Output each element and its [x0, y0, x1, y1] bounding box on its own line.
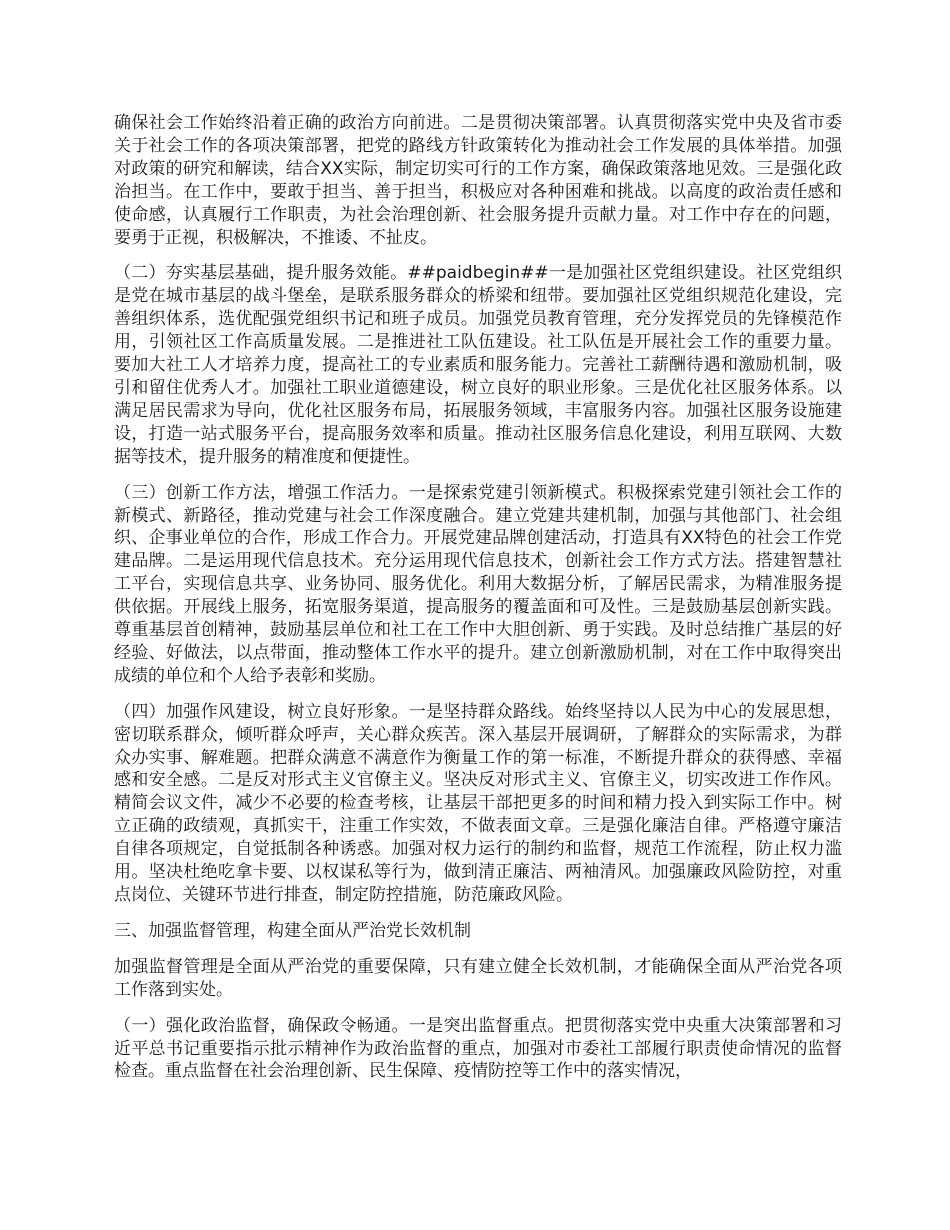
paragraph-innovate-methods: （三）创新工作方法，增强工作活力。一是探索党建引领新模式。积极探索党建引领社会工作的新模式、新路径，推动党建与社会工作深度融合。建立党建共建机制，加强与其他部门、社会组织、企事业单位的合作，形成工作合力。开展党建品牌创建活动，打造具有XX特色的社会工作党建品牌。二是运用现代信息技术。充分运用现代信息技术，创新社会工作方式方法。搭建智慧社工平台，实现信息共享、业务协同、服务优化。利用大数据分析，了解居民需求，为精准服务提供依据。开展线上服务，拓宽服务渠道，提高服务的覆盖面和可及性。三是鼓励基层创新实践。尊重基层首创精神，鼓励基层单位和社工在工作中大胆创新、勇于实践。及时总结推广基层的好经验、好做法，以点带面，推动整体工作水平的提升。建立创新激励机制，对在工作中取得突出成绩的单位和个人给予表彰和奖励。	[114, 482, 842, 686]
paragraph-supervision-intro: 加强监督管理是全面从严治党的重要保障，只有建立健全长效机制，才能确保全面从严治党各项工作落到实处。	[114, 956, 842, 1000]
paragraph-political-supervision: （一）强化政治监督，确保政令畅通。一是突出监督重点。把贯彻落实党中央重大决策部署和习近平总书记重要指示批示精神作为政治监督的重点，加强对市委社工部履行职责使命情况的监督检查。重点监督在社会治理创新、民生保障、疫情防控等工作中的落实情况，	[114, 1015, 842, 1082]
paragraph-grassroots-foundation: （二）夯实基层基础，提升服务效能。##paidbegin##一是加强社区党组织建设。社区党组织是党在城市基层的战斗堡垒，是联系服务群众的桥梁和纽带。要加强社区党组织规范化建设，完善组织体系，选优配强党组织书记和班子成员。加强党员教育管理，充分发挥党员的先锋模范作用，引领社区工作高质量发展。二是推进社工队伍建设。社工队伍是开展社会工作的重要力量。要加大社工人才培养力度，提高社工的专业素质和服务能力。完善社工薪酬待遇和激励机制，吸引和留住优秀人才。加强社工职业道德建设，树立良好的职业形象。三是优化社区服务体系。以满足居民需求为导向，优化社区服务布局，拓展服务领域，丰富服务内容。加强社区服务设施建设，打造一站式服务平台，提高服务效率和质量。推动社区服务信息化建设，利用互联网、大数据等技术，提升服务的精准度和便捷性。	[114, 263, 842, 467]
paragraph-work-style: （四）加强作风建设，树立良好形象。一是坚持群众路线。始终坚持以人民为中心的发展思想，密切联系群众，倾听群众呼声，关心群众疾苦。深入基层开展调研，了解群众的实际需求，为群众办实事、解难题。把群众满意不满意作为衡量工作的第一标准，不断提升群众的获得感、幸福感和安全感。二是反对形式主义官僚主义。坚决反对形式主义、官僚主义，切实改进工作作风。精简会议文件，减少不必要的检查考核，让基层干部把更多的时间和精力投入到实际工作中。树立正确的政绩观，真抓实干，注重工作实效，不做表面文章。三是强化廉洁自律。严格遵守廉洁自律各项规定，自觉抵制各种诱惑。加强对权力运行的制约和监督，规范工作流程，防止权力滥用。坚决杜绝吃拿卡要、以权谋私等行为，做到清正廉洁、两袖清风。加强廉政风险防控，对重点岗位、关键环节进行排查，制定防控措施，防范廉政风险。	[114, 701, 842, 905]
paragraph-political-direction: 确保社会工作始终沿着正确的政治方向前进。二是贯彻决策部署。认真贯彻落实党中央及省市委关于社会工作的各项决策部署，把党的路线方针政策转化为推动社会工作发展的具体举措。加强对政策的研究和解读，结合XX实际，制定切实可行的工作方案，确保政策落地见效。三是强化政治担当。在工作中，要敢于担当、善于担当，积极应对各种困难和挑战。以高度的政治责任感和使命感，认真履行工作职责，为社会治理创新、社会服务提升贡献力量。对工作中存在的问题，要勇于正视，积极解决，不推诿、不扯皮。	[114, 113, 842, 248]
section-heading-supervision: 三、加强监督管理，构建全面从严治党长效机制	[114, 920, 471, 941]
document-body	[114, 112, 842, 1096]
